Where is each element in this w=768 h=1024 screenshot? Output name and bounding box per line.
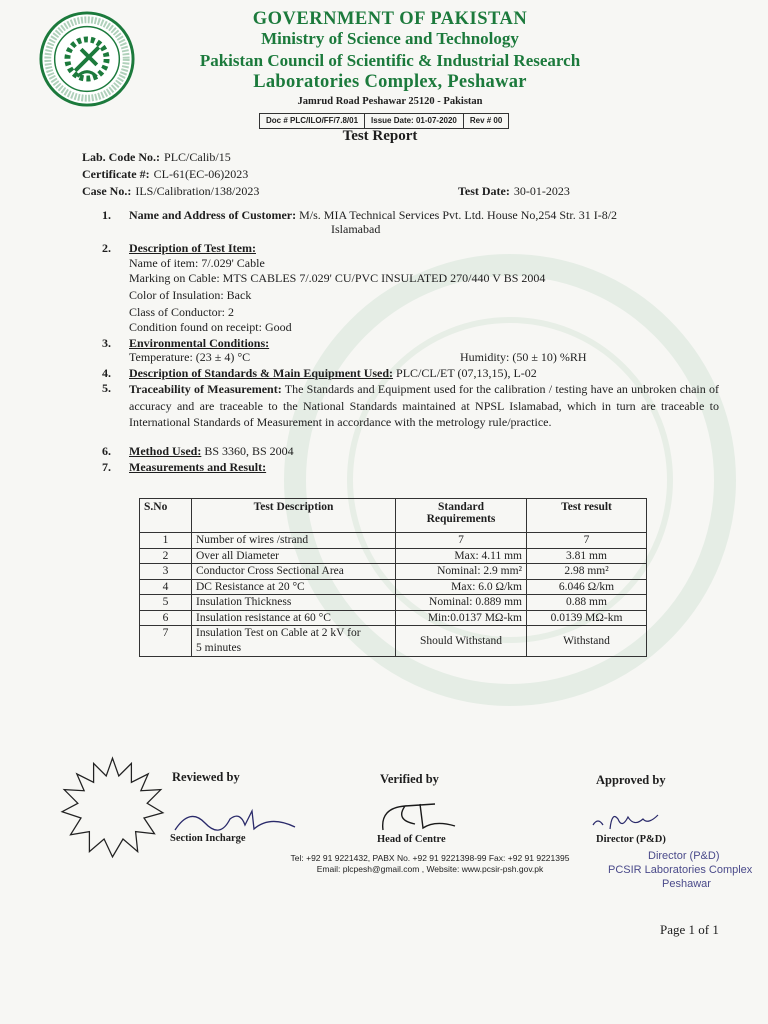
cell-standard: Nominal: 2.9 mm² <box>396 564 527 580</box>
traceability-heading: Traceability of Measurement: <box>129 382 282 396</box>
certificate-row <box>82 167 248 182</box>
approved-by-label: Approved by <box>596 773 666 787</box>
pcsir-logo <box>38 10 136 108</box>
cell-description <box>192 626 396 657</box>
cell-standard: Min:0.0137 MΩ-km <box>396 610 527 626</box>
cell-standard: Nominal: 0.889 mm <box>396 595 527 611</box>
cell-result: Withstand <box>527 626 647 657</box>
starburst-stamp <box>60 755 165 860</box>
footer-contact <box>260 853 600 875</box>
cell-sno: 3 <box>140 564 192 580</box>
cell-sno: 1 <box>140 533 192 549</box>
traceability-paragraph <box>129 381 719 431</box>
customer-address: M/s. MIA Technical Services Pvt. Ltd. House No,254 Str. 31 I-8/2 <box>299 208 618 222</box>
item-number: 7. <box>102 460 111 474</box>
insulation-color: Color of Insulation: Back <box>129 288 252 302</box>
results-heading-text: Measurements and Result: <box>129 460 267 474</box>
customer-heading: Name and Address of Customer: <box>129 208 297 222</box>
stamp-line-1: Director (P&D) <box>648 850 720 862</box>
env-heading <box>129 336 269 351</box>
cell-description: Over all Diameter <box>192 548 396 564</box>
col-standard-text: Standard Requirements <box>426 501 496 525</box>
item-number: 4. <box>102 366 111 380</box>
item-marking: Marking on Cable: MTS CABLES 7/.029' CU/PVC INSULATED 270/440 V BS 2004 <box>129 271 546 285</box>
item-name: Name of item: 7/.029' Cable <box>129 256 265 270</box>
footer-phone: Tel: +92 91 9221432, PABX No. +92 91 9221398-99 Fax: +92 91 9221395 <box>290 853 570 863</box>
cell-sno: 6 <box>140 610 192 626</box>
item-number: 2. <box>102 241 111 255</box>
col-sno: S.No <box>140 499 192 533</box>
reviewed-by-label: Reviewed by <box>172 770 240 784</box>
temperature: Temperature: (23 ± 4) °C <box>129 350 251 364</box>
cell-result: 0.88 mm <box>527 595 647 611</box>
doc-number: Doc # PLC/ILO/FF/7.8/01 <box>260 114 365 128</box>
cell-sno: 2 <box>140 548 192 564</box>
issue-date: Issue Date: 01-07-2020 <box>365 114 464 128</box>
cell-standard: Should Withstand <box>396 626 527 657</box>
cell-description: DC Resistance at 20 °C <box>192 579 396 595</box>
case-number: ILS/Calibration/138/2023 <box>135 184 260 198</box>
stamp-line-2: PCSIR Laboratories Complex <box>608 864 753 876</box>
test-date: 30-01-2023 <box>513 184 570 198</box>
table-row <box>140 626 647 657</box>
cell-result: 0.0139 MΩ-km <box>527 610 647 626</box>
section-incharge-title: Section Incharge <box>170 833 246 844</box>
receipt-condition: Condition found on receipt: Good <box>129 320 292 334</box>
table-row <box>140 579 647 595</box>
lab-complex-title: Laboratories Complex, Peshawar <box>253 72 527 92</box>
section-incharge-signature <box>170 805 300 835</box>
doc-control-box <box>259 113 509 129</box>
table-row <box>140 610 647 626</box>
customer-city: Islamabad <box>331 222 381 236</box>
ministry-title: Ministry of Science and Technology <box>261 29 519 48</box>
table-header-row <box>140 499 647 533</box>
results-table <box>139 498 647 657</box>
certificate-number: CL-61(EC-06)2023 <box>153 167 249 181</box>
table-row <box>140 548 647 564</box>
test-item-heading-text: Description of Test Item: <box>129 241 256 255</box>
item-number: 6. <box>102 444 111 458</box>
col-description: Test Description <box>192 499 396 533</box>
council-title: Pakistan Council of Scientific & Industrial Research <box>199 51 581 70</box>
head-of-centre-signature <box>375 798 465 838</box>
cell-sno: 5 <box>140 595 192 611</box>
equipment-row <box>129 366 537 381</box>
method-heading: Method Used: <box>129 444 202 458</box>
customer-row <box>129 208 617 223</box>
test-date-label: Test Date: <box>458 184 510 198</box>
case-label: Case No.: <box>82 184 132 198</box>
certificate-label: Certificate #: <box>82 167 150 181</box>
env-heading-text: Environmental Conditions: <box>129 336 270 350</box>
col-standard <box>396 499 527 533</box>
page-number: Page 1 of 1 <box>660 922 719 937</box>
table-row <box>140 595 647 611</box>
cell-result: 2.98 mm² <box>527 564 647 580</box>
method-row <box>129 444 294 459</box>
lab-address: Jamrud Road Peshawar 25120 - Pakistan <box>297 96 483 107</box>
results-heading <box>129 460 266 475</box>
cell-result: 6.046 Ω/km <box>527 579 647 595</box>
lab-code-label: Lab. Code No.: <box>82 150 161 164</box>
cell-description: Conductor Cross Sectional Area <box>192 564 396 580</box>
lab-code: PLC/Calib/15 <box>164 150 231 164</box>
test-item-heading <box>129 241 256 256</box>
test-date-row <box>458 184 570 199</box>
cell-sno: 7 <box>140 626 192 657</box>
cell-standard: 7 <box>396 533 527 549</box>
cell-result: 3.81 mm <box>527 548 647 564</box>
item-number: 3. <box>102 336 111 350</box>
item-number: 5. <box>102 381 111 395</box>
table-row <box>140 533 647 549</box>
verified-by-label: Verified by <box>380 772 439 786</box>
cell-description: Number of wires /strand <box>192 533 396 549</box>
item-number: 1. <box>102 208 111 222</box>
footer-email: Email: plcpesh@gmail.com , Website: www.pcsir-psh.gov.pk <box>316 864 544 874</box>
method-used: BS 3360, BS 2004 <box>204 444 294 458</box>
cell-description: Insulation Thickness <box>192 595 396 611</box>
table-row <box>140 564 647 580</box>
director-title: Director (P&D) <box>596 834 666 845</box>
report-title: Test Report <box>342 128 418 144</box>
humidity: Humidity: (50 ± 10) %RH <box>460 350 587 364</box>
cell-standard: Max: 6.0 Ω/km <box>396 579 527 595</box>
gov-title: GOVERNMENT OF PAKISTAN <box>252 9 528 29</box>
director-signature <box>588 805 678 835</box>
stamp-line-3: Peshawar <box>662 878 711 890</box>
case-row <box>82 184 259 199</box>
equipment-list: PLC/CL/ET (07,13,15), L-02 <box>396 366 537 380</box>
traceability-text: The Standards and Equipment used for the calibration / testing have an unbroken chain of accuracy and are traceable to the National Standards maintained at NPSL Islamabad, which in turn are traceable to International Standards of Measurement in accordance with the metrology rule/practice. <box>129 382 719 429</box>
cell-description-text: Insulation Test on Cable at 2 kV for 5 minutes <box>196 627 361 654</box>
cell-result: 7 <box>527 533 647 549</box>
head-of-centre-title: Head of Centre <box>377 834 446 845</box>
conductor-class: Class of Conductor: 2 <box>129 305 234 319</box>
col-result: Test result <box>527 499 647 533</box>
cell-sno: 4 <box>140 579 192 595</box>
cell-standard: Max: 4.11 mm <box>396 548 527 564</box>
revision: Rev # 00 <box>469 116 503 125</box>
equipment-heading: Description of Standards & Main Equipment Used: <box>129 366 394 380</box>
lab-code-row <box>82 150 231 165</box>
cell-description: Insulation resistance at 60 °C <box>192 610 396 626</box>
